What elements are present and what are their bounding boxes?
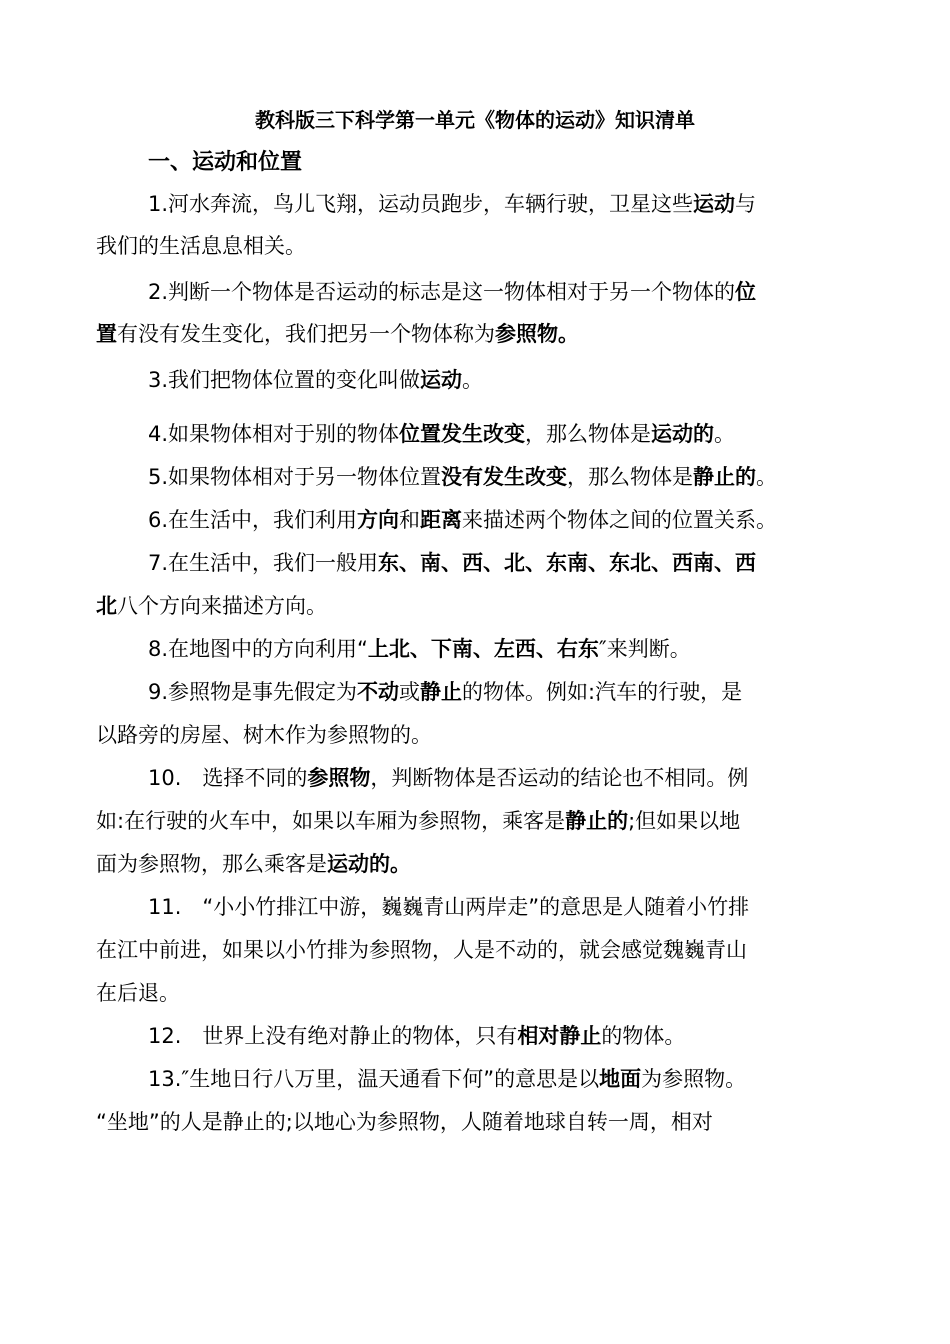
text-line: 1.河水奔流，鸟儿飞翔，运动员跑步，车辆行驶，卫星这些运动与 [148,192,757,216]
text-line: 北八个方向来描述方向。 [96,594,327,618]
text-line: 置有没有发生变化，我们把另一个物体称为参照物。 [96,322,579,346]
text-line: 8.在地图中的方向利用“上北、下南、左西、右东″来判断。 [148,637,691,661]
text-line: 11. “小小竹排江中游，巍巍青山两岸走”的意思是人随着小竹排 [148,895,750,919]
text-line: 10. 选择不同的参照物，判断物体是否运动的结论也不相同。例 [148,766,749,790]
text-line: 在江中前进，如果以小竹排为参照物，人是不动的，就会感觉魏巍青山 [96,938,747,962]
section-heading: 一、运动和位置 [148,150,303,175]
text-line: 面为参照物，那么乘客是运动的。 [96,852,411,876]
text-line: 以路旁的房屋、树木作为参照物的。 [96,723,432,747]
text-line: 13.″生地日行八万里，温天通看下何”的意思是以地面为参照物。 [148,1067,747,1091]
text-line: 5.如果物体相对于另一物体位置没有发生改变，那么物体是静止的。 [148,465,778,489]
text-line: 2.判断一个物体是否运动的标志是这一物体相对于另一个物体的位 [148,280,757,304]
document-title: 教科版三下科学第一单元《物体的运动》知识清单 [255,108,695,132]
text-line: 12. 世界上没有绝对静止的物体，只有相对静止的物体。 [148,1024,686,1048]
text-line: 我们的生活息息相关。 [96,234,306,258]
text-line: 7.在生活中，我们一般用东、南、西、北、东南、东北、西南、西 [148,551,757,575]
text-line: 如:在行驶的火车中，如果以车厢为参照物，乘客是静止的;但如果以地 [96,809,741,833]
text-line: 4.如果物体相对于别的物体位置发生改变，那么物体是运动的。 [148,422,736,446]
text-line: 3.我们把物体位置的变化叫做运动。 [148,368,484,392]
text-line: 9.参照物是事先假定为不动或静止的物体。例如:汽车的行驶，是 [148,680,743,704]
text-line: 在后退。 [96,981,180,1005]
text-line: 6.在生活中，我们利用方向和距离来描述两个物体之间的位置关系。 [148,508,778,532]
text-line: “坐地”的人是静止的;以地心为参照物，人随着地球自转一周，相对 [96,1110,713,1134]
